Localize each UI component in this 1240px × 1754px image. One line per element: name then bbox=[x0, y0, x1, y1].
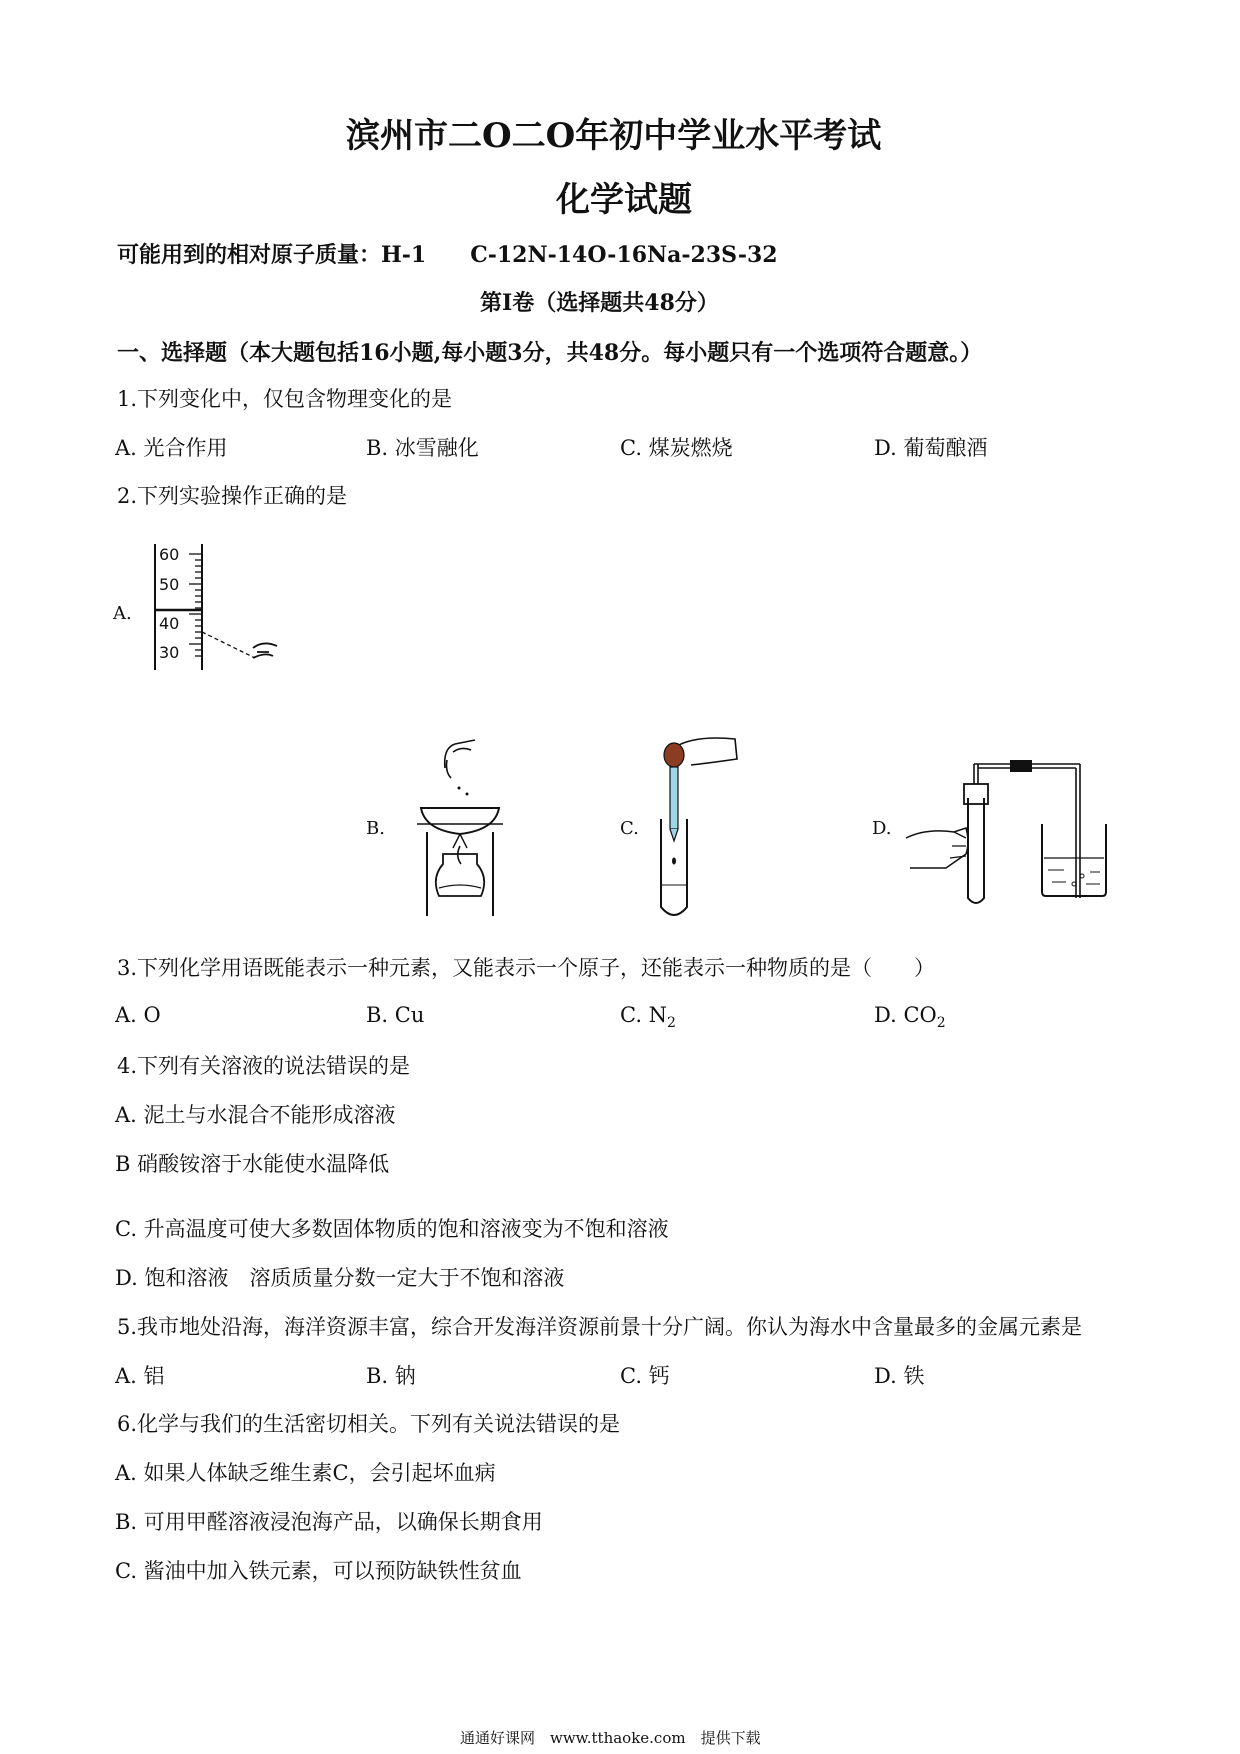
question-4-stem: 4.下列有关溶液的说法错误的是 bbox=[117, 1054, 411, 1078]
cylinder-tick-60: 60 bbox=[159, 545, 180, 564]
question-5-stem: 5.我市地处沿海，海洋资源丰富，综合开发海洋资源前景十分广阔。你认为海水中含量最多的金属元素是 bbox=[117, 1315, 1083, 1339]
dropper-test-tube-diagram bbox=[655, 735, 750, 920]
question-5-option-d: D. 铁 bbox=[874, 1364, 925, 1388]
cylinder-tick-40: 40 bbox=[159, 614, 180, 633]
section-title: 第I卷（选择题共48分） bbox=[480, 290, 719, 316]
cylinder-tick-30: 30 bbox=[159, 643, 180, 662]
question-3-option-c bbox=[620, 1003, 676, 1031]
question-5-option-a: A. 铝 bbox=[115, 1364, 165, 1388]
question-4-option-b: B 硝酸铵溶于水能使水温降低 bbox=[115, 1152, 390, 1176]
question-2-option-d: D. bbox=[872, 818, 892, 839]
question-1-option-c: C. 煤炭燃烧 bbox=[620, 436, 733, 460]
question-6-option-b: B. 可用甲醛溶液浸泡海产品，以确保长期食用 bbox=[115, 1510, 543, 1534]
question-5-option-b: B. 钠 bbox=[366, 1364, 416, 1388]
question-6-option-a: A. 如果人体缺乏维生素C，会引起坏血病 bbox=[115, 1461, 496, 1485]
co2-subscript: 2 bbox=[936, 1015, 946, 1032]
exam-subtitle: 化学试题 bbox=[556, 180, 692, 220]
question-3-option-d bbox=[874, 1003, 946, 1031]
evaporating-dish-diagram bbox=[415, 738, 505, 920]
airtightness-check-diagram bbox=[906, 758, 1131, 910]
question-1-option-a: A. 光合作用 bbox=[115, 436, 228, 460]
question-2-option-c: C. bbox=[620, 818, 639, 839]
part-heading: 一、选择题（本大题包括16小题,每小题3分，共48分。每小题只有一个选项符合题意。） bbox=[117, 340, 983, 366]
question-1-option-d: D. 葡萄酿酒 bbox=[874, 436, 988, 460]
question-4-option-c: C. 升高温度可使大多数固体物质的饱和溶液变为不饱和溶液 bbox=[115, 1217, 669, 1241]
atomic-masses: 可能用到的相对原子质量：H-1 C-12N-14O-16Na-23S-32 bbox=[117, 242, 778, 268]
option-d-text: D. CO bbox=[874, 1003, 937, 1027]
exam-title: 滨州市二O二O年初中学业水平考试 bbox=[346, 116, 882, 156]
footer-watermark: 通通好课网 www.tthaoke.com 提供下载 bbox=[460, 1729, 761, 1747]
question-3-option-a: A. O bbox=[115, 1003, 161, 1027]
option-c-text: C. N bbox=[620, 1003, 668, 1027]
n2-subscript: 2 bbox=[667, 1015, 676, 1032]
question-2-stem: 2.下列实验操作正确的是 bbox=[117, 484, 348, 508]
question-6-stem: 6.化学与我们的生活密切相关。下列有关说法错误的是 bbox=[117, 1412, 621, 1436]
cylinder-tick-50: 50 bbox=[159, 575, 180, 594]
question-2-option-a: A. bbox=[113, 603, 132, 624]
question-3-stem: 3.下列化学用语既能表示一种元素，又能表示一个原子，还能表示一种物质的是（ ） bbox=[117, 956, 936, 980]
question-3-option-b: B. Cu bbox=[366, 1003, 425, 1027]
question-2-option-b: B. bbox=[366, 818, 385, 839]
question-1-option-b: B. 冰雪融化 bbox=[366, 436, 479, 460]
question-5-option-c: C. 钙 bbox=[620, 1364, 670, 1388]
question-4-option-d: D. 饱和溶液 溶质质量分数一定大于不饱和溶液 bbox=[115, 1266, 565, 1290]
question-1-stem: 1.下列变化中，仅包含物理变化的是 bbox=[117, 387, 453, 411]
question-4-option-a: A. 泥土与水混合不能形成溶液 bbox=[115, 1103, 396, 1127]
measuring-cylinder-diagram bbox=[145, 540, 295, 675]
question-6-option-c: C. 酱油中加入铁元素，可以预防缺铁性贫血 bbox=[115, 1559, 522, 1583]
